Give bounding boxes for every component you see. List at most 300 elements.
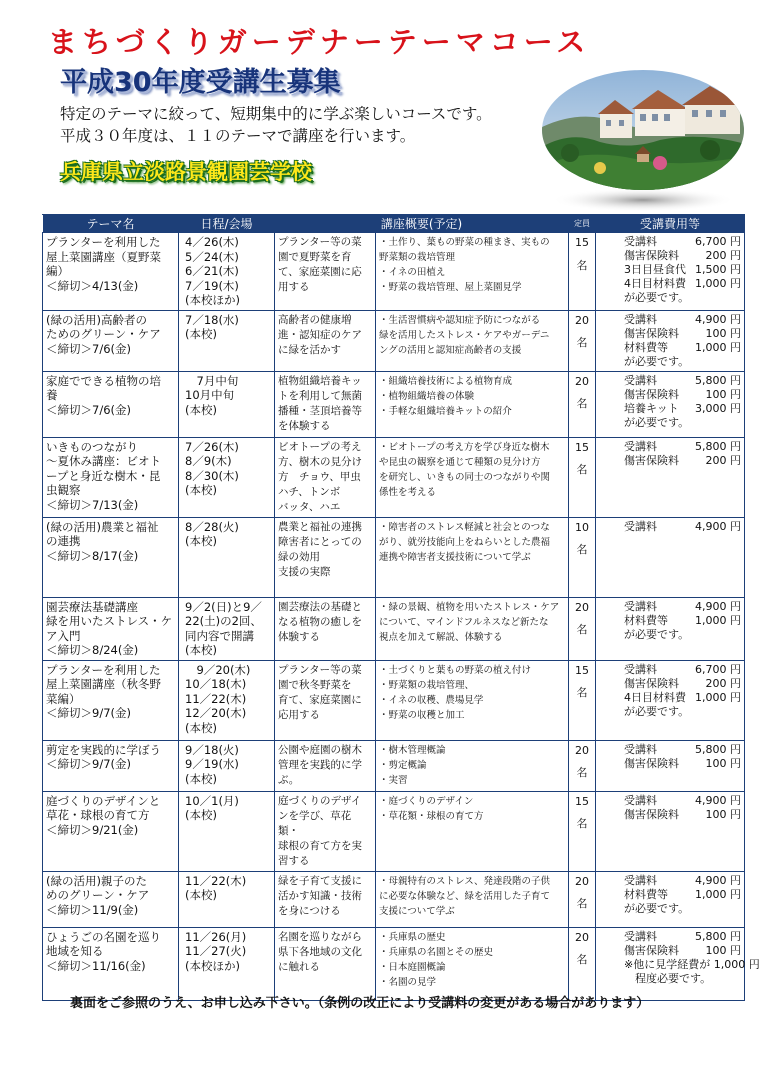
fee-line xyxy=(624,663,741,677)
overview-line: ・兵庫県の名園とその歴史 xyxy=(379,946,494,958)
description-cell xyxy=(275,310,376,371)
fee-amount: 5,800 円 xyxy=(695,929,741,943)
capacity-cell xyxy=(569,310,596,371)
description-line: 用する xyxy=(278,281,310,293)
schedule-line: 8／9(木) xyxy=(185,454,232,468)
schedule-line: 11／26(月) xyxy=(185,929,247,944)
overview-cell xyxy=(376,871,569,927)
fee-amount: 3,000 円 xyxy=(695,401,741,415)
capacity-unit: 名 xyxy=(576,463,588,476)
description-line: 名園を巡りながら xyxy=(278,930,362,943)
fee-line xyxy=(624,808,741,822)
fee-amount: 100 円 xyxy=(705,943,741,957)
schedule-line: 8／28(火) xyxy=(185,519,239,534)
fee-note: が必要です。 xyxy=(624,901,690,915)
capacity-cell xyxy=(569,927,596,1000)
fee-amount: 4,900 円 xyxy=(695,793,741,807)
description-line: 高齢者の健康増 xyxy=(278,313,352,326)
description-cell xyxy=(275,740,376,791)
schedule-line: 11／22(木) xyxy=(185,691,247,706)
fee-line xyxy=(624,794,741,808)
table-row xyxy=(43,597,745,660)
theme-cell xyxy=(43,871,179,927)
description-line: に緑を活かす xyxy=(278,343,341,356)
capacity-number: 20 xyxy=(575,600,589,614)
fee-amount: 4,900 円 xyxy=(695,312,741,326)
overview-line: に必要な体験など、緑を活用した子育て xyxy=(379,890,551,902)
schedule-line: 10／1(月) xyxy=(185,793,239,808)
theme-cell xyxy=(43,660,179,740)
overview-line: 視点を加えて解説、体験する xyxy=(379,631,503,643)
header-theme: テーマ名 xyxy=(43,215,179,233)
description-line: 体験する xyxy=(278,630,320,643)
description-line: 播種・茎頂培養等 xyxy=(278,404,362,417)
fee-cell xyxy=(596,791,745,871)
description-line: ンを学び、草花類・ xyxy=(278,809,352,837)
fee-cell xyxy=(596,740,745,791)
fee-line xyxy=(624,930,741,944)
theme-line: ＜締切＞8/24(金) xyxy=(46,643,139,657)
schedule-cell xyxy=(179,927,275,1000)
overview-line: ・野菜類の栽培管理、 xyxy=(379,679,475,691)
fee-amount: 5,800 円 xyxy=(695,439,741,453)
fee-line xyxy=(624,388,741,402)
overview-line: ・母親特有のストレス、発達段階の子供 xyxy=(379,875,551,887)
fee-line xyxy=(624,313,741,327)
schedule-line: (本校) xyxy=(185,643,217,657)
overview-line: ・土づくりと葉もの野菜の植え付け xyxy=(379,664,532,676)
schedule-line: (本校) xyxy=(185,720,217,735)
capacity-number: 20 xyxy=(575,374,589,388)
fee-cell xyxy=(596,437,745,517)
fee-cell xyxy=(596,927,760,1000)
theme-line: ～夏休み講座：ビオト xyxy=(46,454,161,468)
schedule-line: 9／18(火) xyxy=(185,742,239,757)
description-line: 育て、家庭菜園に xyxy=(278,693,362,706)
theme-line: 剪定を実践的に学ぼう xyxy=(46,742,161,757)
fee-amount: 200 円 xyxy=(705,676,741,690)
fee-name: 受講料 xyxy=(624,793,657,807)
description-line: 支援の実際 xyxy=(278,565,331,578)
overview-line: 支援について学ぶ xyxy=(379,905,455,917)
table-row xyxy=(43,791,745,871)
description-cell xyxy=(275,871,376,927)
fee-amount: 6,700 円 xyxy=(695,235,741,248)
fee-note: が必要です。 xyxy=(624,291,690,304)
schedule-line: 6／21(木) xyxy=(185,264,239,278)
fee-amount: 1,000 円 xyxy=(695,277,741,290)
schedule-line: 5／24(木) xyxy=(185,249,239,264)
overview-line: ・障害者のストレス軽減と社会とのつな xyxy=(379,521,550,533)
schedule-line: 同内容で開講 xyxy=(185,628,254,643)
fee-amount: 1,000 円 xyxy=(695,340,741,354)
capacity-unit: 名 xyxy=(576,543,588,556)
overview-line: ・手軽な組織培養キットの紹介 xyxy=(379,405,512,417)
overview-cell xyxy=(376,740,569,791)
theme-cell xyxy=(43,517,179,597)
fee-amount: 200 円 xyxy=(705,249,741,262)
theme-line: いきものつながり xyxy=(46,439,138,454)
capacity-unit: 名 xyxy=(576,686,588,699)
fee-amount: 1,500 円 xyxy=(695,263,741,276)
overview-line: ・土作り、葉もの野菜の種まき、実もの xyxy=(379,237,550,248)
capacity-number: 20 xyxy=(575,743,589,757)
fee-note: が必要です。 xyxy=(624,704,690,718)
description-line: 庭づくりのデザイ xyxy=(278,794,362,807)
capacity-unit: 名 xyxy=(576,953,588,966)
capacity-cell xyxy=(569,597,596,660)
schedule-cell xyxy=(179,660,275,740)
description-line: 緑を子育て支援に xyxy=(278,874,362,887)
theme-line: ＜締切＞11/9(金) xyxy=(46,902,139,917)
overview-line: ・庭づくりのデザイン xyxy=(379,795,474,807)
overview-cell xyxy=(376,371,569,437)
overview-cell xyxy=(376,660,569,740)
fee-name: 傷害保険料 xyxy=(624,453,679,467)
capacity-unit: 名 xyxy=(576,817,588,830)
capacity-cell xyxy=(569,791,596,871)
overview-line: ・ビオトープの考え方を学び身近な樹木 xyxy=(379,441,550,453)
description-line: ハチ、トンボ xyxy=(278,485,341,498)
theme-cell xyxy=(43,597,179,660)
description-line: 公園や庭園の樹木 xyxy=(278,743,362,756)
description-line: バッタ、ハエ xyxy=(278,500,341,513)
description-line: プランター等の菜 xyxy=(278,236,362,248)
description-line: ビオトープの考え xyxy=(278,440,362,453)
schedule-line: (本校ほか) xyxy=(185,958,240,973)
description-cell xyxy=(275,437,376,517)
schedule-cell xyxy=(179,233,275,311)
description-line: 農業と福祉の連携 xyxy=(278,520,362,533)
fee-name: 材料費等 xyxy=(624,887,668,901)
schedule-cell xyxy=(179,740,275,791)
schedule-cell xyxy=(179,791,275,871)
theme-line: ひょうごの名園を巡り xyxy=(46,929,161,944)
overview-line: や昆虫の観察を通じて種類の見分け方 xyxy=(379,456,541,468)
theme-line: 虫観察 xyxy=(46,483,81,497)
fee-note: が必要です。 xyxy=(624,627,690,641)
description-line: 方 チョウ、甲虫 xyxy=(278,470,361,483)
fee-name: 傷害保険料 xyxy=(624,326,679,340)
fee-line xyxy=(624,888,741,902)
schedule-line: 4／26(木) xyxy=(185,235,239,249)
theme-line: ア入門 xyxy=(46,628,81,643)
schedule-cell xyxy=(179,310,275,371)
schedule-line: 11／27(火) xyxy=(185,944,247,958)
fee-name: 受講料 xyxy=(624,373,657,387)
schedule-line: (本校ほか) xyxy=(185,293,240,307)
theme-line: プランターを利用した xyxy=(46,662,161,677)
description-line: て、家庭菜園に応 xyxy=(278,266,362,278)
overview-line: について、マインドフルネスなど新たな xyxy=(379,616,549,628)
overview-line: 緑を活用したストレス・ケアやガーデニ xyxy=(379,329,550,341)
capacity-unit: 名 xyxy=(576,397,588,410)
schedule-line: (本校) xyxy=(185,534,217,548)
overview-line: 連携や障害者支援技術について学ぶ xyxy=(379,551,531,563)
course-table xyxy=(42,214,760,1001)
schedule-line: 10月中旬 xyxy=(185,388,235,402)
schedule-line: 7／18(水) xyxy=(185,312,239,327)
description-cell xyxy=(275,660,376,740)
table-row xyxy=(43,233,745,311)
fee-line xyxy=(624,520,741,534)
overview-line: ・野菜の栽培管理、屋上菜園見学 xyxy=(379,282,522,293)
description-cell xyxy=(275,233,376,311)
theme-line: ＜締切＞7/6(金) xyxy=(46,341,131,356)
capacity-number: 10 xyxy=(575,520,589,534)
theme-line: めのグリーン・ケア xyxy=(46,888,150,902)
fee-line xyxy=(624,677,741,691)
overview-cell xyxy=(376,233,569,311)
fee-cell xyxy=(596,310,745,371)
schedule-line: 9／2(日)と9／ xyxy=(185,599,262,614)
footer-note: 裏面をご参照のうえ、お申し込み下さい。（条例の改正により受講料の変更がある場合があります） xyxy=(70,996,650,1011)
capacity-number: 20 xyxy=(575,930,589,944)
overview-line: ・緑の景観、植物を用いたストレス・ケア xyxy=(379,601,560,613)
fee-name: 受講料 xyxy=(624,312,657,326)
description-line: 障害者にとっての xyxy=(278,535,362,548)
fee-name: 傷害保険料 xyxy=(624,756,679,770)
table-row xyxy=(43,310,745,371)
schedule-line: 11／22(木) xyxy=(185,873,247,888)
fee-name: 3日目昼食代 xyxy=(624,263,686,276)
overview-line: ・植物組織培養の体験 xyxy=(379,390,475,402)
theme-line: 菜編） xyxy=(46,691,81,706)
theme-line: 家庭でできる植物の培 xyxy=(46,373,161,388)
capacity-unit: 名 xyxy=(576,623,588,636)
schedule-line: 10／18(木) xyxy=(185,677,247,691)
description-line: プランター等の菜 xyxy=(278,663,362,676)
theme-line: 地域を知る xyxy=(46,944,104,958)
theme-line: ープと身近な樹木・昆 xyxy=(46,468,161,483)
capacity-number: 15 xyxy=(575,236,589,249)
fee-line xyxy=(624,440,741,454)
intro-line: 平成３０年度は、１１のテーマで講座を行います。 xyxy=(60,127,416,145)
capacity-cell xyxy=(569,517,596,597)
table-row xyxy=(43,660,745,740)
description-line: 球根の育て方を実 xyxy=(278,839,362,852)
fee-line xyxy=(624,600,741,614)
description-line: トを利用して無菌 xyxy=(278,389,362,402)
fee-amount: 4,900 円 xyxy=(695,599,741,613)
school-name: 兵庫県立淡路景観園芸学校 xyxy=(60,160,312,184)
fee-line xyxy=(624,402,741,416)
theme-line: ＜締切＞8/17(金) xyxy=(46,548,139,563)
description-cell xyxy=(275,517,376,597)
theme-line: ＜締切＞11/16(金) xyxy=(46,958,146,973)
overview-line: ・組織培養技術による植物育成 xyxy=(379,375,513,387)
theme-cell xyxy=(43,927,179,1000)
description-line: 園芸療法の基礎と xyxy=(278,600,362,613)
schedule-line: (本校) xyxy=(185,888,217,902)
overview-line: ・実習 xyxy=(379,774,408,786)
fee-note: 程度必要です。 xyxy=(624,971,712,985)
main-title: まちづくりガーデナーテーマコース xyxy=(48,25,591,59)
fee-amount: 1,000 円 xyxy=(695,613,741,627)
schedule-cell xyxy=(179,871,275,927)
overview-line: を研究し、いきもの同士のつながりや関 xyxy=(379,471,551,483)
fee-cell xyxy=(596,871,745,927)
fee-name: 受講料 xyxy=(624,235,657,248)
overview-cell xyxy=(376,310,569,371)
theme-line: 養 xyxy=(46,388,58,402)
fee-line xyxy=(624,277,741,291)
overview-line: ングの活用と認知症高齢者の支援 xyxy=(379,344,522,356)
description-line: 活かす知識・技術 xyxy=(278,889,362,902)
theme-line: 園芸療法基礎講座 xyxy=(46,599,138,614)
fee-note: ※他に見学経費が 1,000 円 xyxy=(624,957,760,971)
theme-cell xyxy=(43,437,179,517)
fee-line xyxy=(624,374,741,388)
fee-name: 4日目材料費 xyxy=(624,690,686,704)
header-overview: 講座概要(予定) xyxy=(275,215,569,233)
schedule-line: (本校) xyxy=(185,483,217,497)
schedule-line: 9／19(水) xyxy=(185,757,239,771)
fee-name: 受講料 xyxy=(624,742,657,756)
fee-name: 傷害保険料 xyxy=(624,943,679,957)
theme-line: (緑の活用)親子のた xyxy=(46,873,147,888)
theme-line: ＜締切＞9/7(金) xyxy=(46,757,131,771)
schedule-cell xyxy=(179,371,275,437)
description-line: 応用する xyxy=(278,708,320,721)
description-cell xyxy=(275,791,376,871)
header-schedule: 日程/会場 xyxy=(179,215,275,233)
intro-line: 特定のテーマに絞って、短期集中的に学ぶ楽しいコースです。 xyxy=(60,105,492,123)
overview-cell xyxy=(376,517,569,597)
theme-line: 草花・球根の育て方 xyxy=(46,808,150,822)
fee-cell xyxy=(596,517,745,597)
theme-cell xyxy=(43,233,179,311)
fee-amount: 100 円 xyxy=(705,326,741,340)
fee-name: 傷害保険料 xyxy=(624,249,679,262)
fee-line xyxy=(624,691,741,705)
fee-name: 4日目材料費 xyxy=(624,277,686,290)
fee-amount: 100 円 xyxy=(705,387,741,401)
theme-line: 編） xyxy=(46,264,69,278)
fee-amount: 5,800 円 xyxy=(695,373,741,387)
campus-photo xyxy=(540,68,746,218)
theme-cell xyxy=(43,740,179,791)
fee-name: 受講料 xyxy=(624,873,657,887)
header-fee: 受講費用等 xyxy=(596,215,745,233)
fee-cell xyxy=(596,371,745,437)
fee-amount: 4,900 円 xyxy=(695,519,741,533)
fee-name: 受講料 xyxy=(624,662,657,676)
fee-amount: 200 円 xyxy=(705,453,741,467)
description-cell xyxy=(275,597,376,660)
schedule-line: 9／20(木) xyxy=(185,662,251,677)
header-capacity: 定員 xyxy=(569,215,596,233)
schedule-cell xyxy=(179,597,275,660)
overview-line: ・草花類・球根の育て方 xyxy=(379,810,484,822)
description-line: ぶ。 xyxy=(278,773,300,786)
capacity-cell xyxy=(569,371,596,437)
capacity-number: 15 xyxy=(575,440,589,454)
theme-line: 庭づくりのデザインと xyxy=(46,793,161,808)
fee-amount: 100 円 xyxy=(705,807,741,821)
overview-line: ・イネの田植え xyxy=(379,267,446,278)
description-line: 緑の効用 xyxy=(278,550,320,563)
schedule-line: (本校) xyxy=(185,771,217,786)
fee-name: 受講料 xyxy=(624,519,657,533)
theme-line: (緑の活用)農業と福祉 xyxy=(46,519,159,534)
theme-line: ＜締切＞9/21(金) xyxy=(46,822,139,837)
theme-line: ＜締切＞7/13(金) xyxy=(46,497,139,512)
fee-line xyxy=(624,341,741,355)
overview-line: ・日本庭園概論 xyxy=(379,961,446,973)
fee-amount: 1,000 円 xyxy=(695,887,741,901)
overview-line: ・樹木管理概論 xyxy=(379,744,446,756)
overview-line: ・生活習慣病や認知症予防につながる xyxy=(379,314,541,326)
fee-amount: 6,700 円 xyxy=(695,662,741,676)
fee-amount: 1,000 円 xyxy=(695,690,741,704)
fee-line xyxy=(624,327,741,341)
capacity-cell xyxy=(569,871,596,927)
schedule-line: 7月中旬 xyxy=(185,373,239,388)
overview-line: ・剪定概論 xyxy=(379,759,427,771)
fee-line xyxy=(624,263,741,277)
description-line: 園で夏野菜を育 xyxy=(278,251,352,263)
overview-line: ・イネの収穫、農場見学 xyxy=(379,694,484,706)
fee-amount: 5,800 円 xyxy=(695,742,741,756)
overview-line: ・兵庫県の歴史 xyxy=(379,931,446,943)
description-line: 進・認知症のケア xyxy=(278,328,362,341)
fee-line xyxy=(624,944,741,958)
schedule-cell xyxy=(179,517,275,597)
fee-cell xyxy=(596,233,745,311)
capacity-cell xyxy=(569,233,596,311)
recruitment-subtitle: 平成30年度受講生募集 xyxy=(60,67,341,98)
table-row xyxy=(43,437,745,517)
theme-cell xyxy=(43,791,179,871)
overview-cell xyxy=(376,927,569,1000)
overview-line: ・名園の見学 xyxy=(379,976,437,988)
fee-amount: 100 円 xyxy=(705,756,741,770)
fee-name: 傷害保険料 xyxy=(624,387,679,401)
theme-line: 緑を用いたストレス・ケ xyxy=(46,614,173,628)
fee-note: が必要です。 xyxy=(624,354,690,368)
overview-line: 係性を考える xyxy=(379,486,437,498)
theme-line: (緑の活用)高齢者の xyxy=(46,312,147,327)
fee-name: 材料費等 xyxy=(624,340,668,354)
fee-name: 受講料 xyxy=(624,439,657,453)
fee-name: 材料費等 xyxy=(624,613,668,627)
fee-line xyxy=(624,614,741,628)
intro-text xyxy=(60,103,530,147)
fee-name: 受講料 xyxy=(624,929,657,943)
overview-line: 野菜類の栽培管理 xyxy=(379,252,456,263)
theme-line: プランターを利用した xyxy=(46,235,161,249)
theme-line: 屋上菜園講座（夏野菜 xyxy=(46,249,161,264)
theme-line: 屋上菜園講座（秋冬野 xyxy=(46,677,161,691)
fee-name: 傷害保険料 xyxy=(624,807,679,821)
theme-cell xyxy=(43,371,179,437)
table-row xyxy=(43,740,745,791)
overview-line: ・野菜の収穫と加工 xyxy=(379,709,465,721)
capacity-unit: 名 xyxy=(576,336,588,349)
capacity-unit: 名 xyxy=(576,258,588,272)
overview-cell xyxy=(376,597,569,660)
capacity-unit: 名 xyxy=(576,897,588,910)
schedule-line: 22(土)の2回、 xyxy=(185,614,262,628)
description-cell xyxy=(275,927,376,1000)
capacity-cell xyxy=(569,740,596,791)
schedule-line: 8／30(木) xyxy=(185,468,239,483)
table-row xyxy=(43,371,745,437)
description-line: 習する xyxy=(278,854,310,867)
description-line: を身につける xyxy=(278,904,341,917)
table-row xyxy=(43,927,745,1000)
